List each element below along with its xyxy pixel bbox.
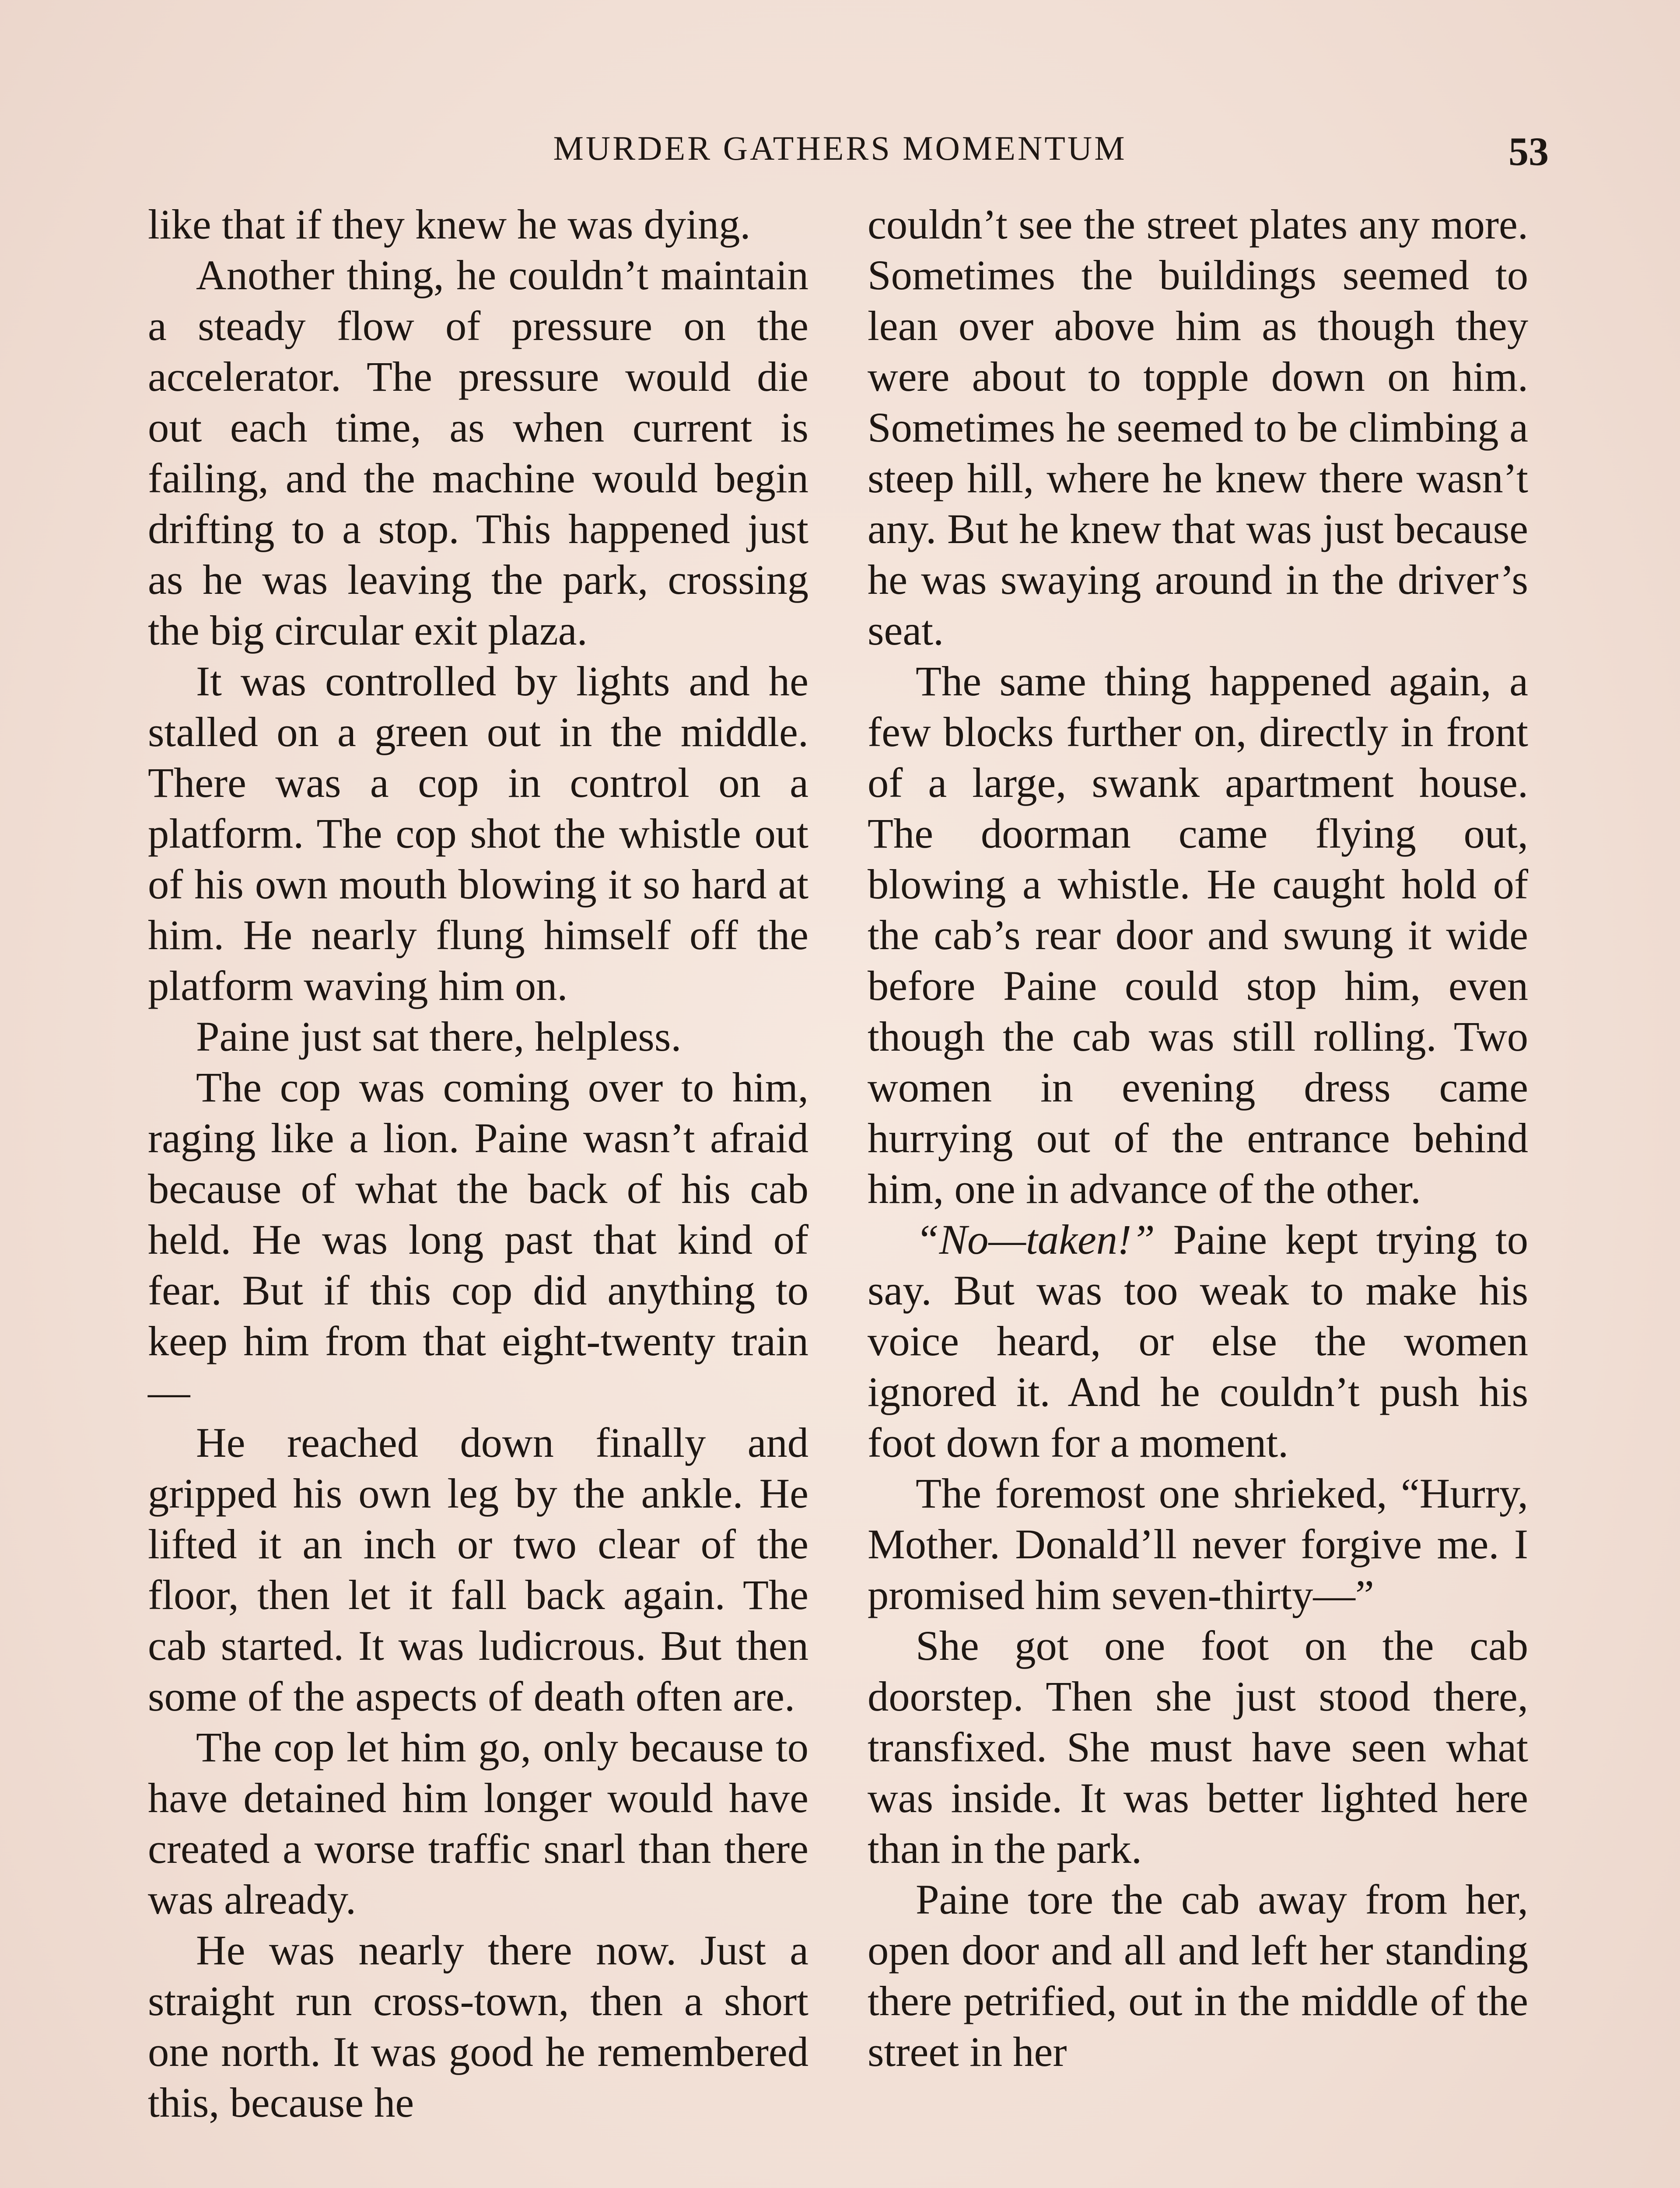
left-column (148, 199, 808, 2128)
page-number: 53 (1508, 129, 1549, 174)
paragraph: Paine tore the cab away from her, open door and all and left her standing there petrified, out in the middle of the street in her (868, 1876, 1528, 2075)
paragraph: The cop let him go, only because to have detained him longer would have created a worse traffic snarl than there was already. (148, 1724, 808, 1923)
paragraph: The cop was coming over to him, raging like a lion. Paine wasn’t afraid because of what the back of his cab held. He was long past that kind of fear. But if this cop did anything to keep him from that eight-twenty train— (148, 1064, 808, 1415)
paragraph: The same thing happened again, a few blocks further on, directly in front of a large, swank apartment house. The doorman came flying out, blowing a whistle. He caught hold of the cab’s rear door and swung it wide before Paine could stop him, even though the cab was still rolling. Two women in evening dress came hurrying out of the entrance behind him, one in advance of the other. (868, 658, 1528, 1212)
paragraph: Paine just sat there, helpless. (196, 1013, 682, 1060)
paragraph: She got one foot on the cab doorstep. Then she just stood there, transfixed. She must have seen what was inside. It was better lighted here than in the park. (868, 1622, 1528, 1872)
paragraph: He was nearly there now. Just a straight run cross-town, then a short one north. It was good he remembered this, because he (148, 1927, 808, 2126)
paragraph: He reached down finally and gripped his own leg by the ankle. He lifted it an inch or two clear of the floor, then let it fall back again. The cab started. It was ludicrous. But then some of the aspects of death often are. (148, 1419, 808, 1720)
right-column (868, 199, 1528, 2077)
paragraph: It was controlled by lights and he stalled on a green out in the middle. There was a cop in control on a platform. The cop shot the whistle out of his own mouth blowing it so hard at him. He nearly flung himself off the platform waving him on. (148, 658, 808, 1009)
paragraph: Another thing, he couldn’t maintain a steady flow of pressure on the accelerator. The pressure would die out each time, as when current is failing, and the machine would begin drifting to a stop. This happened just as he was leaving the park, crossing the big circular exit plaza. (148, 252, 808, 654)
paragraph (868, 1214, 1528, 1468)
paragraph: like that if they knew he was dying. (148, 201, 751, 248)
paragraph: couldn’t see the street plates any more. Sometimes the buildings seemed to lean over above him as though they were about to topple down on him. Sometimes he seemed to be climbing a steep hill, where he knew there wasn’t any. But he knew that was just because he was swaying around in the driver’s seat. (868, 201, 1528, 654)
running-head: MURDER GATHERS MOMENTUM (553, 129, 1127, 167)
italic-dialogue: “No—taken!” (916, 1216, 1155, 1263)
paragraph: The foremost one shrieked, “Hurry, Mother. Donald’ll never forgive me. I promised him seven-thirty—” (868, 1470, 1528, 1618)
paragraph-text: Paine kept trying to say. But was too weak to make his voice heard, or else the women ignored it. And he couldn’t push his foot down for a moment. (868, 1216, 1528, 1466)
